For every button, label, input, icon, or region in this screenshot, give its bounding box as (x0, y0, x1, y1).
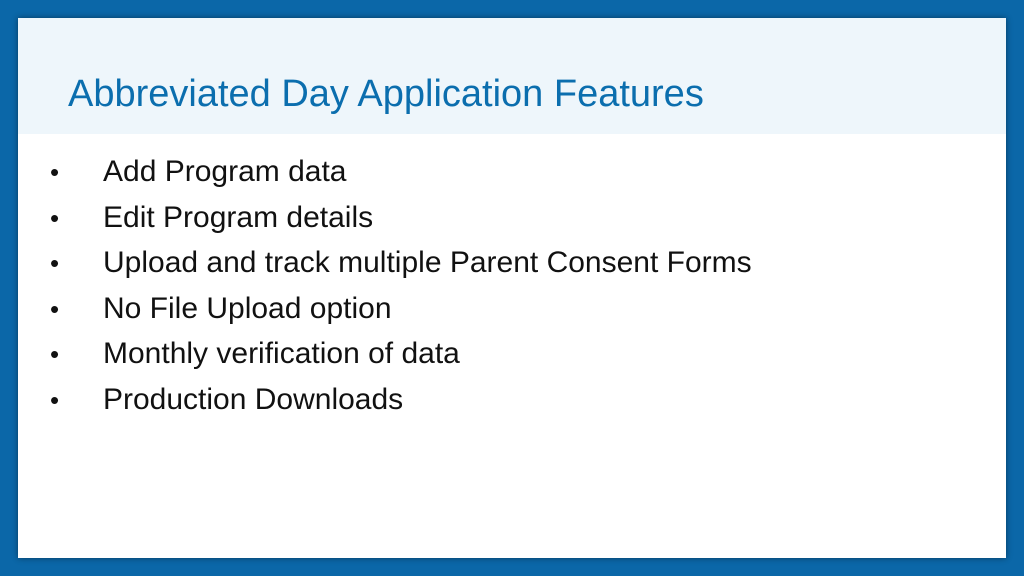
bullet-icon: • (50, 202, 60, 233)
title-band (18, 18, 1006, 134)
list-item (18, 289, 1006, 335)
feature-list (18, 152, 1006, 425)
slide-panel (18, 18, 1006, 558)
list-item-text: Production Downloads (103, 382, 404, 416)
bullet-icon: • (50, 293, 60, 324)
list-item-text: No File Upload option (103, 291, 392, 325)
list-item (18, 380, 1006, 426)
list-item (18, 198, 1006, 244)
list-item-text: Upload and track multiple Parent Consent Forms (103, 246, 752, 279)
list-item-text: Add Program data (103, 155, 347, 188)
list-item (18, 243, 1006, 289)
bullet-icon: • (50, 384, 60, 415)
bullet-icon: • (50, 157, 60, 187)
bullet-icon: • (50, 248, 60, 278)
slide-title: Abbreviated Day Application Features (68, 73, 704, 115)
bullet-icon: • (50, 339, 60, 369)
list-item (18, 334, 1006, 380)
list-item (18, 152, 1006, 198)
list-item-text: Monthly verification of data (103, 337, 460, 370)
list-item-text: Edit Program details (103, 200, 374, 234)
